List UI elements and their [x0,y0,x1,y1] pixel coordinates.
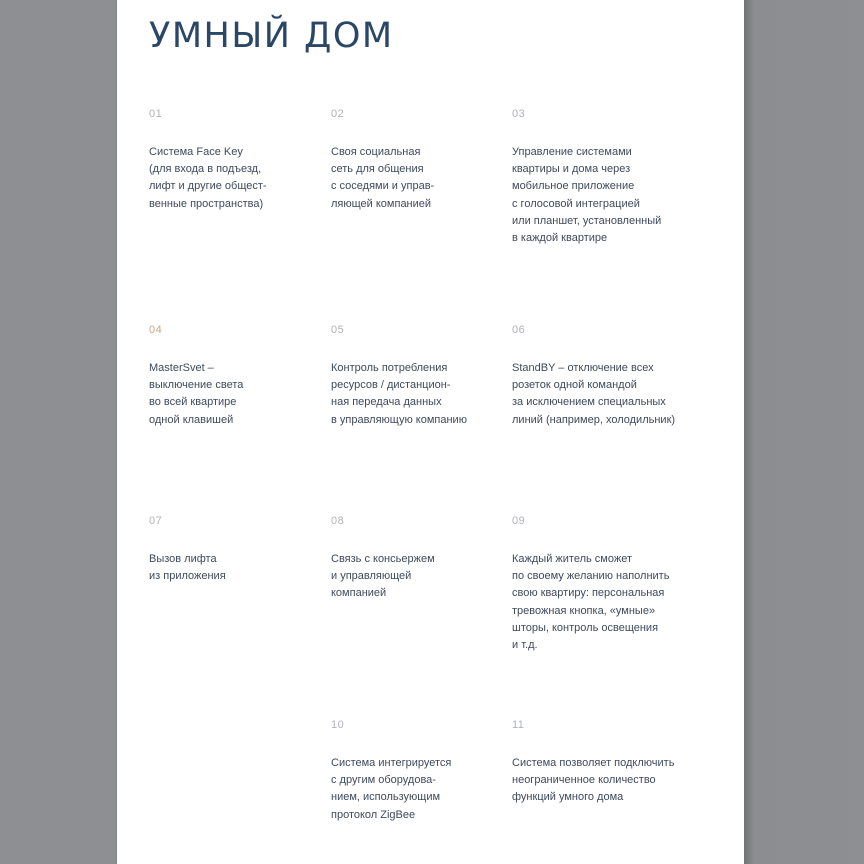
feature-text: Своя социальная сеть для общения с соседями и управ- ляющей компанией [331,146,435,210]
feature-text: Система позволяет подключить неограниченное количество функций умного дома [512,757,675,804]
feature-item-10 [331,718,511,824]
feature-text: Управление системами квартиры и дома через мобильное приложение с голосовой интеграцией или планшет, установленный в каждой квартире [512,146,662,245]
feature-item-04 [149,323,329,429]
feature-text: StandBY – отключение всех розеток одной командой за исключением специальных линий (например, холодильник) [512,362,676,426]
feature-number: 06 [512,324,526,336]
feature-item-09 [512,514,692,654]
feature-number: 04 [149,324,163,336]
feature-number: 05 [331,324,345,336]
feature-text: MasterSvet – выключение света во всей квартире одной клавишей [149,362,244,426]
feature-number: 03 [512,108,526,120]
feature-item-01 [149,107,329,213]
feature-number: 11 [512,719,525,731]
feature-text: Связь с консьержем и управляющей компанией [331,553,435,600]
feature-text: Система интегрируется с другим оборудова- нием, использующим протокол ZigBee [331,757,452,821]
feature-number: 09 [512,515,526,527]
feature-number: 02 [331,108,345,120]
feature-number: 10 [331,719,345,731]
feature-text: Каждый житель сможет по своему желанию наполнить свою квартиру: персональная тревожная кнопка, «умные» шторы, контроль освещения и т.д. [512,553,670,652]
feature-text: Вызов лифта из приложения [149,553,226,583]
feature-text: Контроль потребления ресурсов / дистанцион- ная передача данных в управляющую компанию [331,362,467,426]
feature-number: 01 [149,108,163,120]
feature-number: 08 [331,515,345,527]
page-title: УМНЫЙ ДОМ [149,16,394,56]
feature-item-11 [512,718,692,807]
feature-item-05 [331,323,511,429]
feature-item-08 [331,514,511,603]
feature-number: 07 [149,515,163,527]
feature-item-03 [512,107,692,247]
feature-text: Система Face Key (для входа в подъезд, лифт и другие общест- венные пространства) [149,146,267,210]
feature-item-02 [331,107,511,213]
feature-item-06 [512,323,692,429]
feature-item-07 [149,514,329,585]
backdrop-strip [744,0,864,864]
